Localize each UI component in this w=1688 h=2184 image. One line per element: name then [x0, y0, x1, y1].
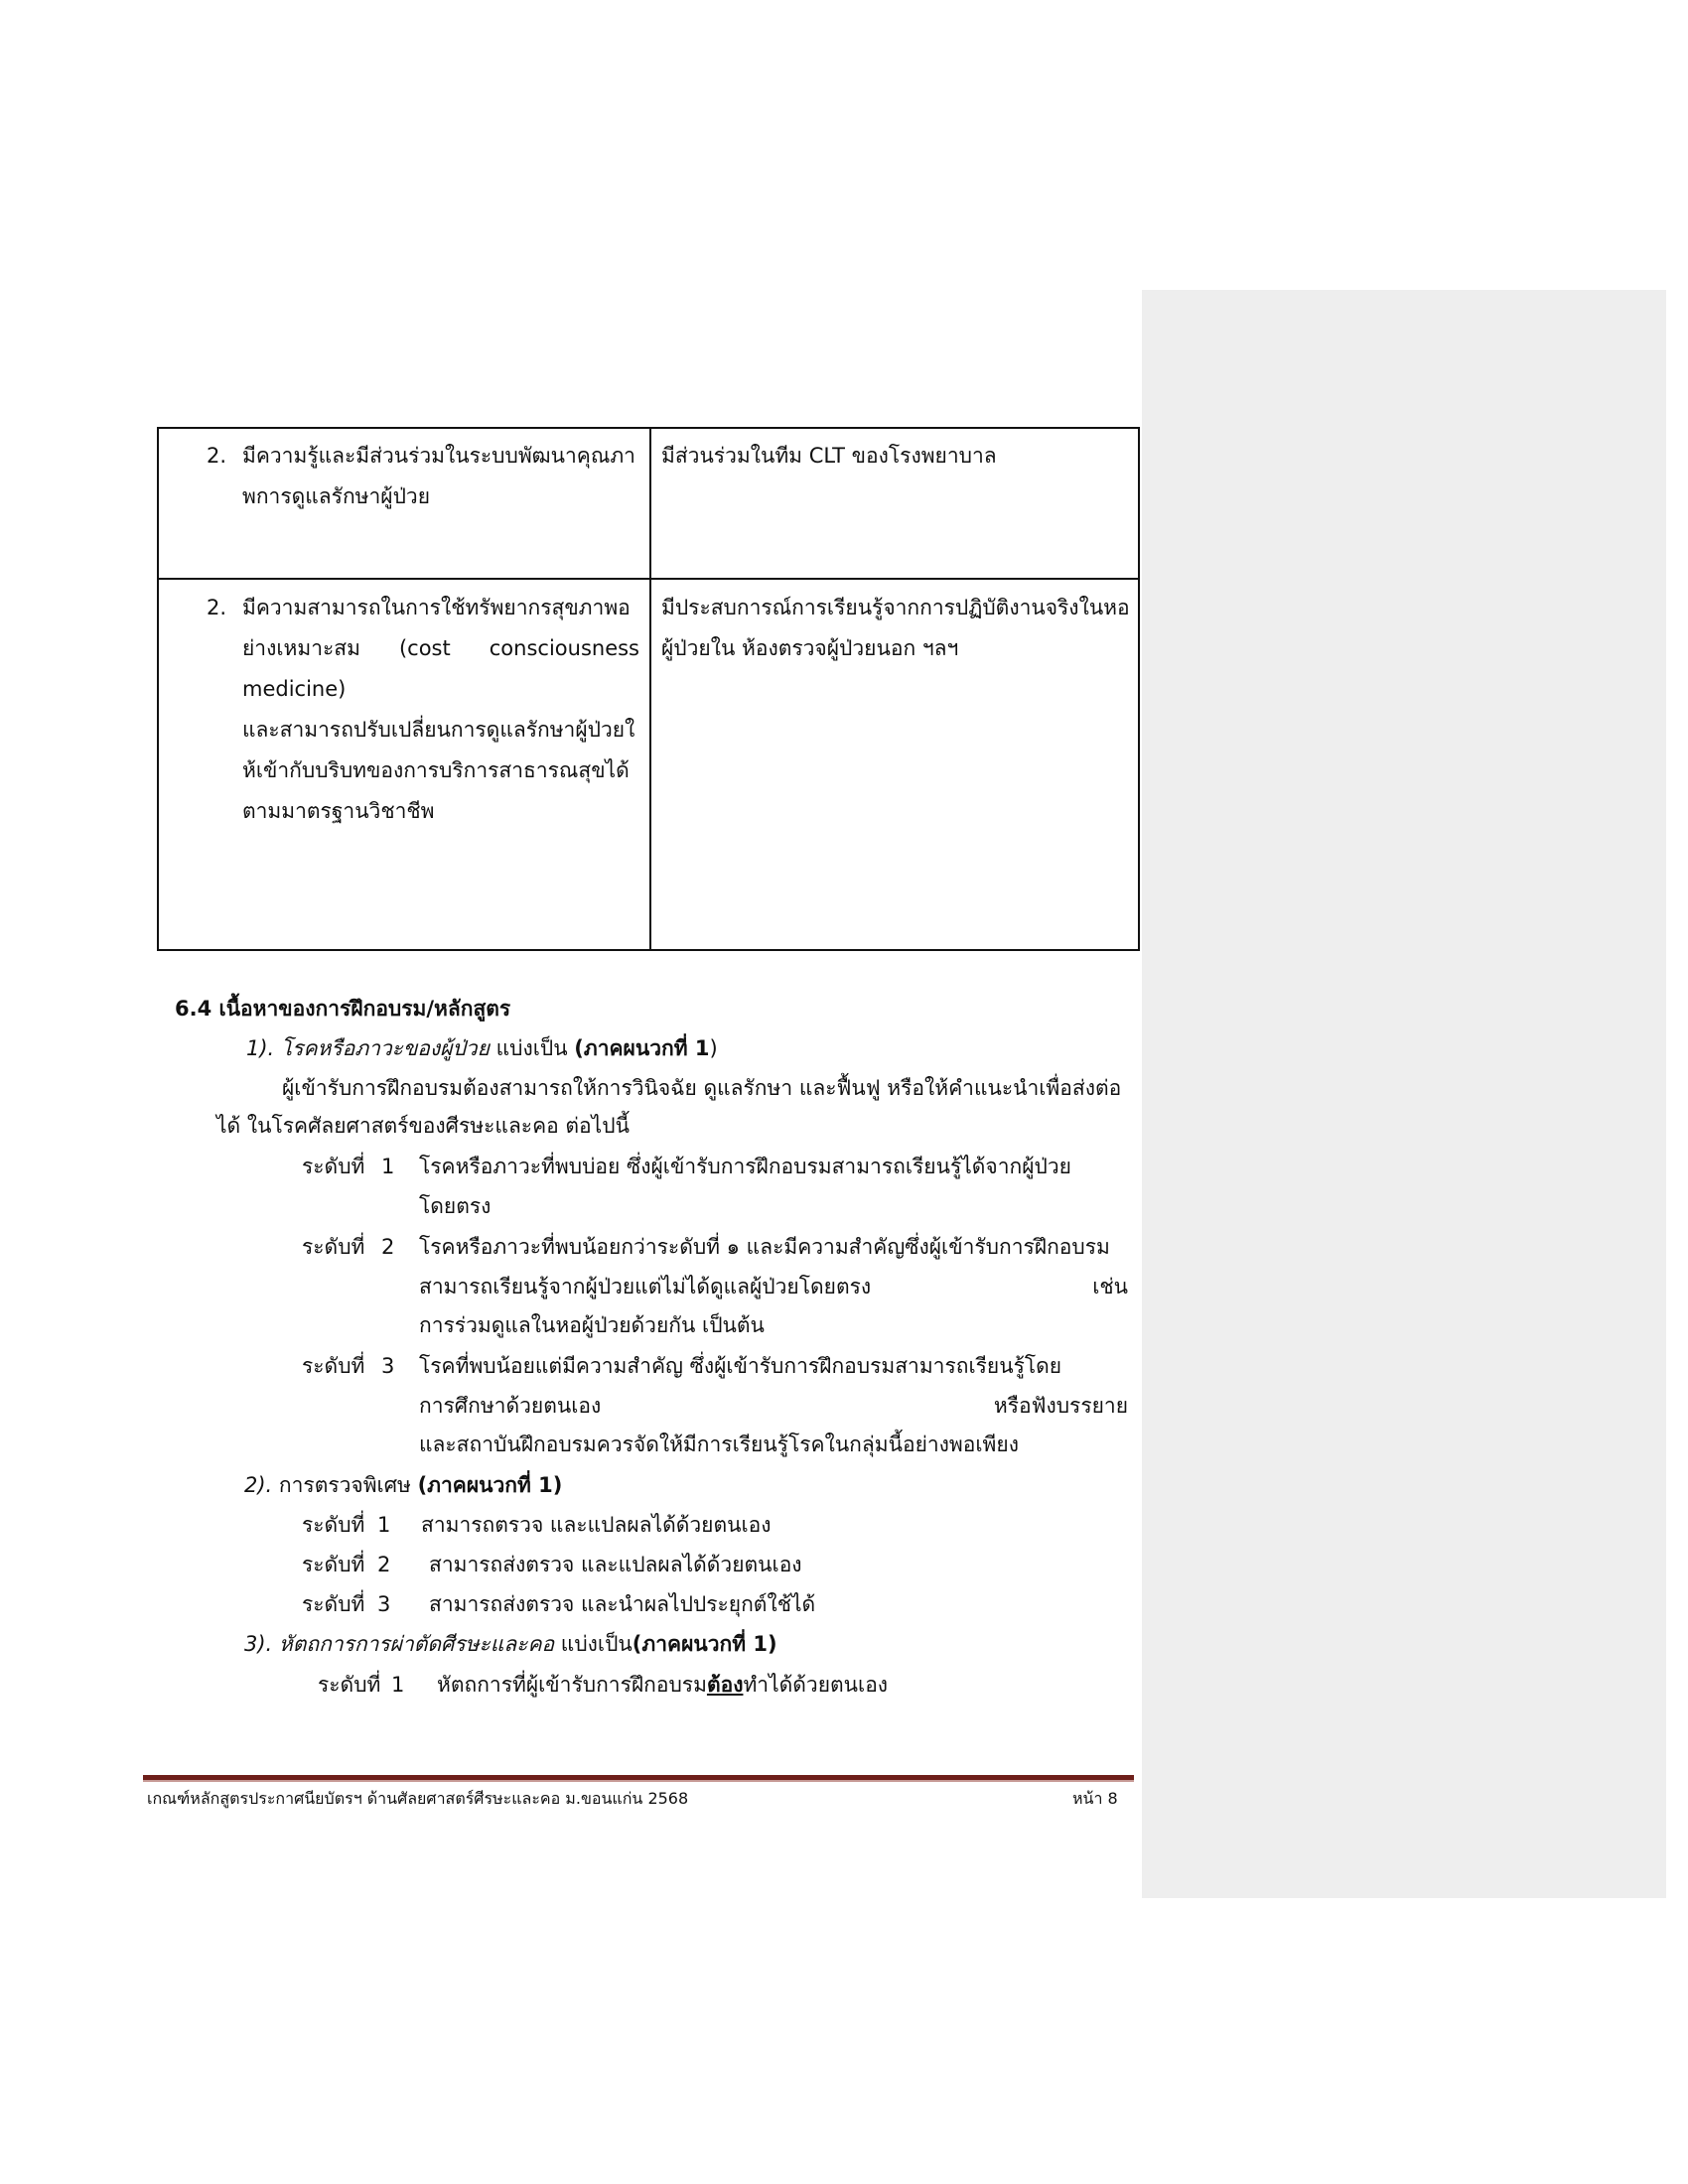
item1-ref: (ภาคผนวกที่ 1: [574, 1036, 710, 1060]
level-text: สามารถตรวจ และแปลผลได้ด้วยตนเอง: [421, 1513, 772, 1537]
level-text: โดยตรง: [419, 1194, 492, 1218]
level-text: สามารถเรียนรู้จากผู้ป่วยแต่ไม่ได้ดูแลผู้ป่วยโดยตรง เช่น: [419, 1275, 1128, 1298]
level-label: ระดับที่: [302, 1553, 365, 1576]
level-text: โรคหรือภาวะที่พบบ่อย ซึ่งผู้เข้ารับการฝึกอบรมสามารถเรียนรู้ได้จากผู้ป่วย: [419, 1155, 1071, 1178]
level-text: สามารถส่งตรวจ และแปลผลได้ด้วยตนเอง: [429, 1553, 802, 1576]
table-cell-left: [242, 436, 639, 517]
level-label: ระดับที่: [302, 1354, 365, 1378]
row-number: 2.: [207, 596, 227, 619]
level-label: ระดับที่: [302, 1155, 365, 1178]
footer-title: เกณฑ์หลักสูตรประกาศนียบัตรฯ ด้านศัลยศาสตร์ศีรษะและคอ ม.ขอนแก่น 2568: [147, 1789, 689, 1808]
level-label: ระดับที่: [302, 1592, 365, 1616]
level-text: และสถาบันฝึกอบรมควรจัดให้มีการเรียนรู้โรคในกลุ่มนี้อย่างพอเพียง: [419, 1433, 1019, 1456]
item2-text: การตรวจพิเศษ: [272, 1473, 418, 1497]
level-label: ระดับที่: [318, 1673, 381, 1697]
level-number: 3: [381, 1354, 395, 1378]
level-text: การร่วมดูแลในหอผู้ป่วยด้วยกัน เป็นต้น: [419, 1313, 765, 1337]
item3-text: แบ่งเป็น: [554, 1632, 633, 1656]
table-cell-left: [242, 588, 639, 832]
item1-text: แบ่งเป็น: [489, 1036, 575, 1060]
level-number: 1: [391, 1673, 405, 1697]
item3-ref: (ภาคผนวกที่ 1): [632, 1632, 777, 1656]
cell-line: มีประสบการณ์การเรียนรู้จากการปฏิบัติงานจริงในหอ: [661, 596, 1130, 619]
level-text-before: หัตถการที่ผู้เข้ารับการฝึกอบรม: [437, 1673, 707, 1697]
cell-line: และสามารถปรับเปลี่ยนการดูแลรักษาผู้ป่วยใ: [242, 718, 635, 742]
item3-label: 3). หัตถการการผ่าตัดศีรษะและคอ: [244, 1632, 555, 1656]
cell-line: มีความสามารถในการใช้ทรัพยากรสุขภาพอ: [242, 596, 631, 619]
table-cell-right: [661, 588, 1138, 669]
cell-line: ห้เข้ากับบริบทของการบริการสาธารณสุขได้: [242, 758, 630, 782]
item1-title: [246, 1028, 718, 1069]
level-number: 2: [381, 1235, 395, 1259]
level-text: [437, 1665, 888, 1706]
comment-pane: [1142, 290, 1666, 1898]
level-number: 2: [377, 1553, 391, 1576]
table-row-divider: [159, 578, 1138, 580]
level-label: ระดับที่: [302, 1513, 365, 1537]
cell-line: พการดูแลรักษาผู้ป่วย: [242, 484, 431, 508]
item1-label: 1). โรคหรือภาวะของผู้ป่วย: [246, 1036, 490, 1060]
level-number: 1: [381, 1155, 395, 1178]
item3-title: [244, 1624, 777, 1665]
row-number: 2.: [207, 444, 227, 468]
cell-line: ตามมาตรฐานวิชาชีพ: [242, 799, 435, 823]
cell-line: ผู้ป่วยใน ห้องตรวจผู้ป่วยนอก ฯลฯ: [661, 636, 959, 660]
table-column-divider: [649, 429, 651, 949]
item1-close: ): [709, 1036, 718, 1060]
level-text: โรคหรือภาวะที่พบน้อยกว่าระดับที่ ๑ และมีความสำคัญซึ่งผู้เข้ารับการฝึกอบรม: [419, 1235, 1110, 1259]
level-number: 1: [377, 1513, 391, 1537]
item1-paragraph-line1: ผู้เข้ารับการฝึกอบรมต้องสามารถให้การวินิจฉัย ดูแลรักษา และฟื้นฟู หรือให้คำแนะนำเพื่อส่งต่อ: [282, 1076, 1122, 1100]
cell-line: มีความรู้และมีส่วนร่วมในระบบพัฒนาคุณภา: [242, 444, 635, 468]
level-label: ระดับที่: [302, 1235, 365, 1259]
item2-title: [244, 1465, 562, 1506]
section-heading: 6.4 เนื้อหาของการฝึกอบรม/หลักสูตร: [175, 997, 511, 1021]
item1-paragraph-line2: ได้ ในโรคศัลยศาสตร์ของศีรษะและคอ ต่อไปนี้: [216, 1114, 630, 1138]
page-number: หน้า 8: [1072, 1789, 1118, 1808]
competency-table: [157, 427, 1140, 951]
item2-ref: (ภาคผนวกที่ 1): [417, 1473, 563, 1497]
cell-line: ย่างเหมาะสม (cost consciousness: [242, 636, 639, 660]
level-text-after: ทำได้ด้วยตนเอง: [743, 1673, 889, 1697]
cell-line: medicine): [242, 677, 347, 701]
level-text: สามารถส่งตรวจ และนำผลไปประยุกต์ใช้ได้: [429, 1592, 816, 1616]
table-cell-right: [661, 436, 1136, 477]
cell-line: มีส่วนร่วมในทีม CLT ของโรงพยาบาล: [661, 444, 997, 468]
level-text: โรคที่พบน้อยแต่มีความสำคัญ ซึ่งผู้เข้ารับการฝึกอบรมสามารถเรียนรู้โดย: [419, 1354, 1062, 1378]
item2-label: 2).: [244, 1473, 273, 1497]
level-text-emphasis: ต้อง: [706, 1673, 744, 1697]
footer-rule: [143, 1775, 1134, 1780]
level-number: 3: [377, 1592, 391, 1616]
level-text: การศึกษาด้วยตนเอง หรือฟังบรรยาย: [419, 1394, 1128, 1418]
